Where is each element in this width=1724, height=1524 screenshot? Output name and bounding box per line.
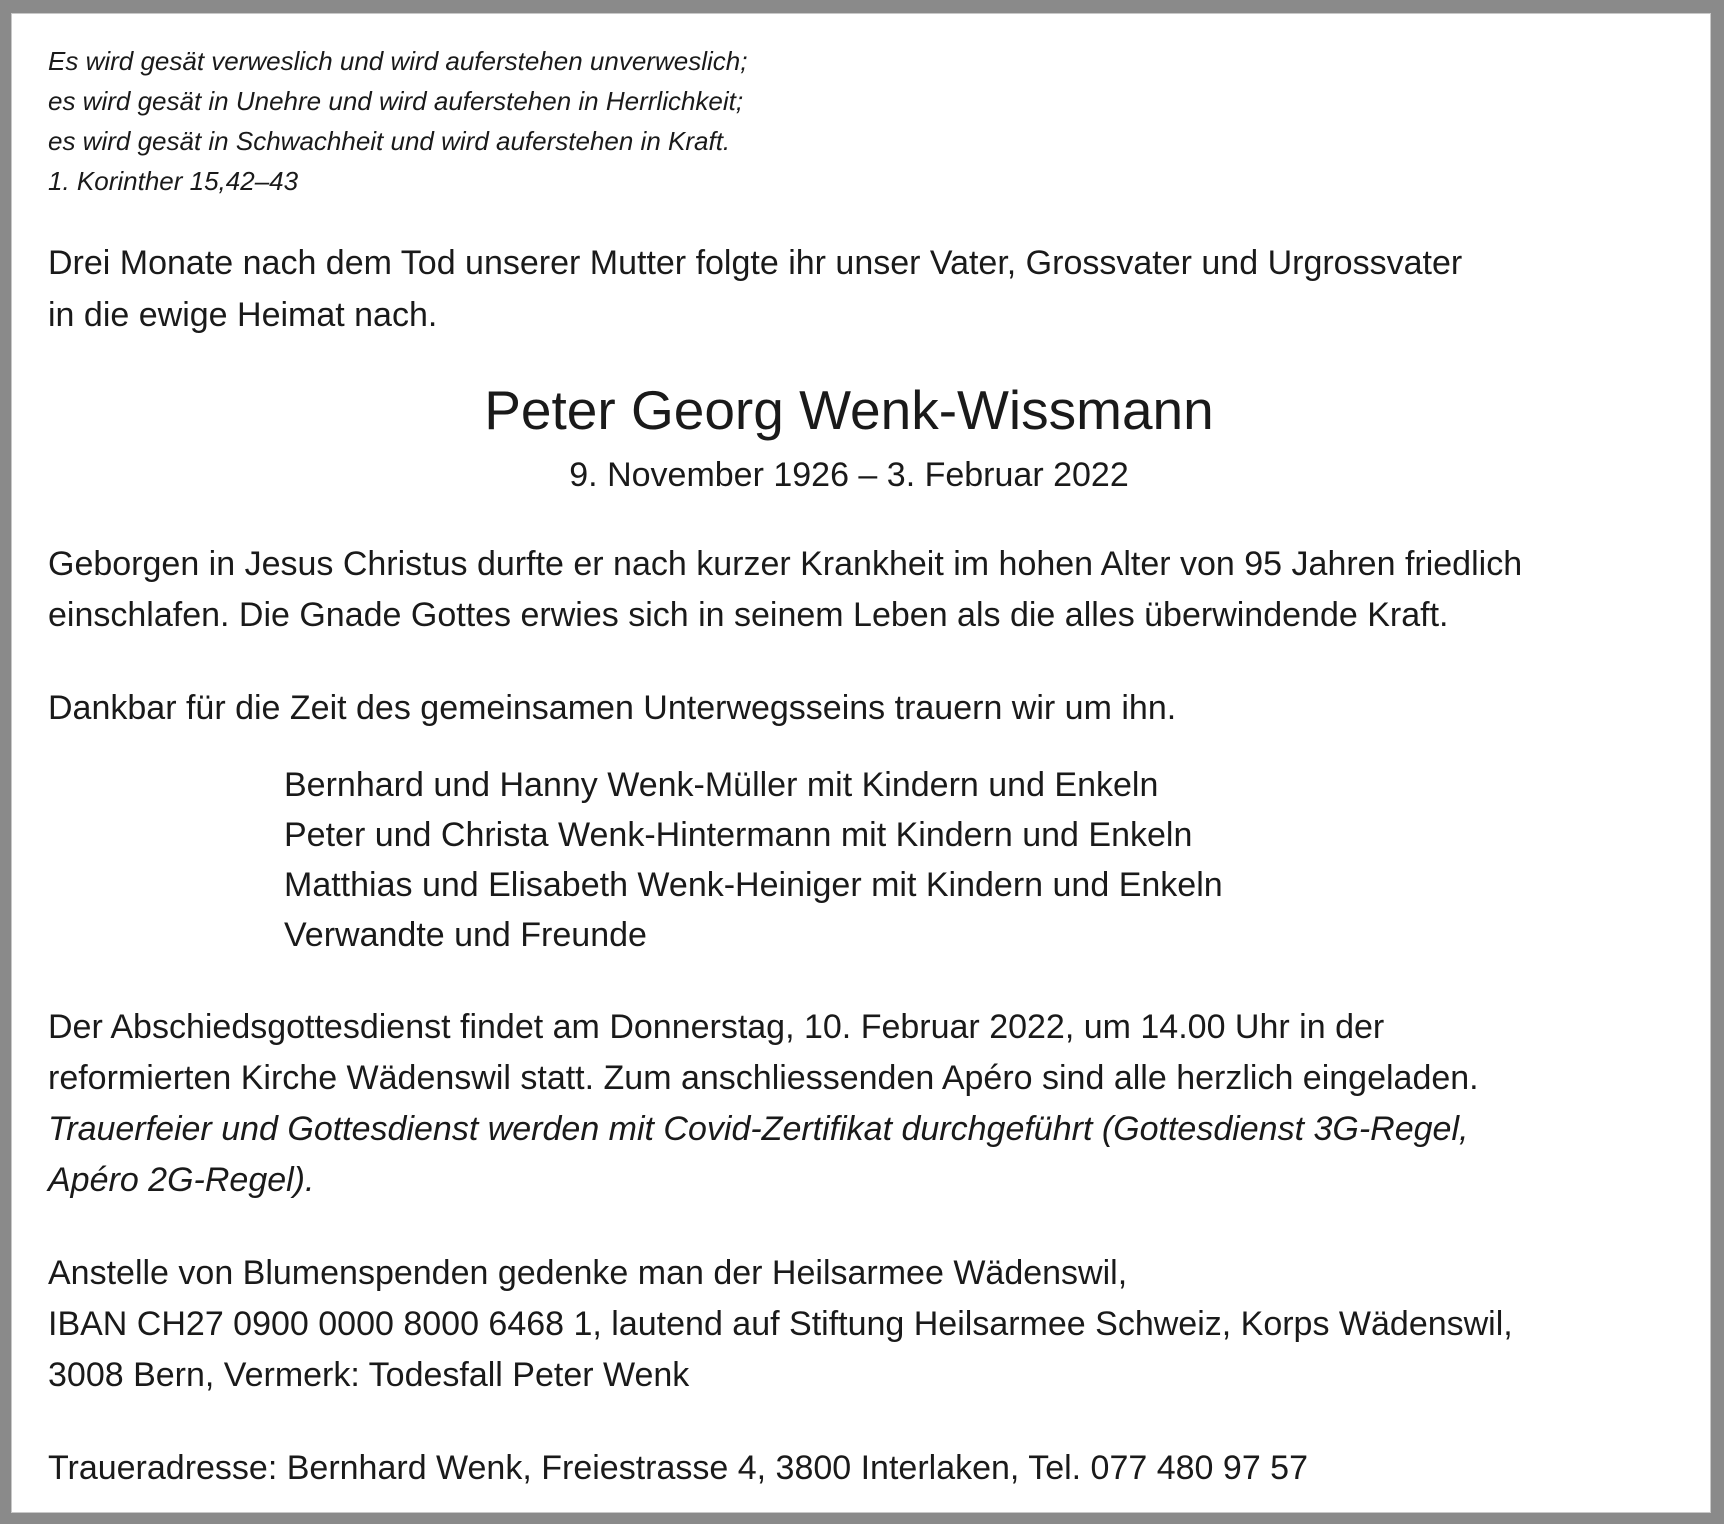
- intro-text: [48, 237, 1688, 341]
- donation-line: 3008 Bern, Vermerk: Todesfall Peter Wenk: [48, 1356, 690, 1394]
- tribute-line: einschlafen. Die Gnade Gottes erwies sich in seinem Leben als die alles überwindende Kraft.: [48, 596, 1449, 634]
- covid-note-line: Apéro 2G-Regel).: [48, 1161, 315, 1199]
- mourning-address: [48, 1443, 1688, 1494]
- bible-verse-line: es wird gesät in Schwachheit und wird auferstehen in Kraft.: [48, 126, 731, 156]
- mourner-entry: Peter und Christa Wenk-Hintermann mit Kindern und Enkeln: [284, 816, 1193, 854]
- bible-verse: [48, 41, 1688, 201]
- tribute-text: [48, 539, 1688, 641]
- service-line: reformierten Kirche Wädenswil statt. Zum anschliessenden Apéro sind alle herzlich eingeladen.: [48, 1059, 1479, 1097]
- bible-verse-line: Es wird gesät verweslich und wird auferstehen unverweslich;: [48, 46, 748, 76]
- service-info: [48, 1002, 1688, 1206]
- deceased-name: Peter Georg Wenk-Wissmann: [484, 379, 1214, 441]
- bible-verse-reference: 1. Korinther 15,42–43: [48, 166, 299, 196]
- life-dates: 9. November 1926 – 3. Februar 2022: [569, 456, 1129, 494]
- donation-info: [48, 1248, 1688, 1401]
- address-line: Traueradresse: Bernhard Wenk, Freiestrasse 4, 3800 Interlaken, Tel. 077 480 97 57: [48, 1449, 1308, 1487]
- mourner-entry: Bernhard und Hanny Wenk-Müller mit Kindern und Enkeln: [284, 766, 1159, 804]
- donation-line: IBAN CH27 0900 0000 8000 6468 1, lautend auf Stiftung Heilsarmee Schweiz, Korps Wädenswil,: [48, 1305, 1513, 1343]
- obituary-content: [48, 41, 1688, 1494]
- service-line: Der Abschiedsgottesdienst findet am Donnerstag, 10. Februar 2022, um 14.00 Uhr in der: [48, 1008, 1385, 1046]
- intro-line: Drei Monate nach dem Tod unserer Mutter folgte ihr unser Vater, Grossvater und Urgrossvater: [48, 244, 1463, 282]
- intro-line: in die ewige Heimat nach.: [48, 296, 438, 334]
- mourner-entry: Matthias und Elisabeth Wenk-Heiniger mit Kindern und Enkeln: [284, 866, 1223, 904]
- mourners-list: [284, 760, 1688, 960]
- tribute-line: Geborgen in Jesus Christus durfte er nach kurzer Krankheit im hohen Alter von 95 Jahren friedlich: [48, 545, 1523, 583]
- covid-note-line: Trauerfeier und Gottesdienst werden mit Covid-Zertifikat durchgeführt (Gottesdienst 3G-Regel,: [48, 1110, 1469, 1148]
- bible-verse-line: es wird gesät in Unehre und wird auferstehen in Herrlichkeit;: [48, 86, 744, 116]
- gratitude-line: Dankbar für die Zeit des gemeinsamen Unterwegsseins trauern wir um ihn.: [48, 689, 1177, 727]
- obituary-page: [11, 13, 1711, 1513]
- mourner-entry: Verwandte und Freunde: [284, 916, 647, 954]
- gratitude-text: [48, 683, 1688, 734]
- donation-line: Anstelle von Blumenspenden gedenke man der Heilsarmee Wädenswil,: [48, 1254, 1128, 1292]
